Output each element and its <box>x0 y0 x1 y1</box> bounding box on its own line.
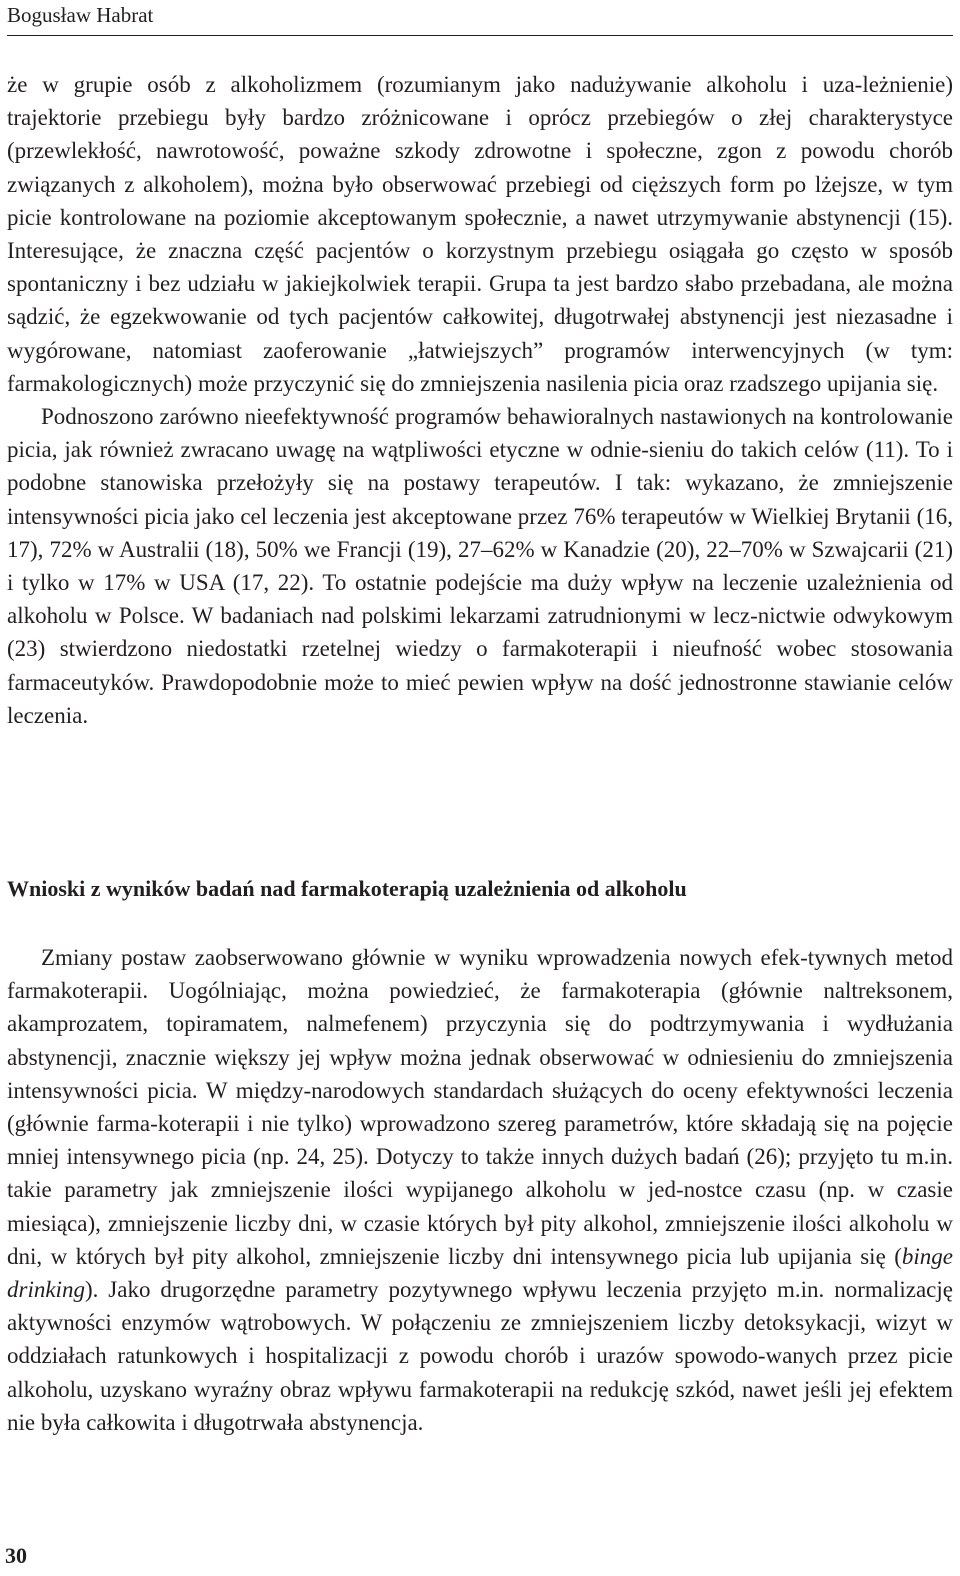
section-heading: Wnioski z wyników badań nad farmakoterapią uzależnienia od alkoholu <box>7 876 687 901</box>
text-block-top <box>7 68 953 732</box>
running-header-author: Bogusław Habrat <box>7 3 154 27</box>
italic-term: binge drinking <box>7 1243 953 1303</box>
paragraph-tail-text: ). Jako drugorzędne parametry pozytywnego wpływu leczenia przyjęto m.in. normalizację aktywności enzymów wątrobowych. W połączeniu ze zmniejszeniem liczby detoksykacji, wizyt w oddziałach ratunkowych i hospitalizacji z powodu chorób i urazów spowodo-wanych przez picie alkoholu, uzyskano wyraźny obraz wpływu farmakoterapii na redukcję szkód, nawet jeśli jej efektem nie była całkowita i długotrwała abstynencja. <box>7 1277 953 1435</box>
paragraph-lead-text: Zmiany postaw zaobserwowano głównie w wyniku wprowadzenia nowych efek-tywnych metod farmakoterapii. Uogólniając, można powiedzieć, że farmakoterapia (głównie naltreksonem, akamprozatem, topiramatem, nalmefenem) przyczynia się do podtrzymywania i wydłużania abstynencji, znacznie większy jej wpływ można jednak obserwować w odniesieniu do zmniejszenia intensywności picia. W między-narodowych standardach służących do oceny efektywności leczenia (głównie farma-koterapii i nie tylko) wprowadzono szereg parametrów, które składają się na pojęcie mniej intensywnego picia (np. 24, 25). Dotyczy to także innych dużych badań (26); przyjęto tu m.in. takie parametry jak zmniejszenie ilości wypijanego alkoholu w jed-nostce czasu (np. w czasie miesiąca), zmniejszenie liczby dni, w czasie których był pity alkohol, zmniejszenie ilości alkoholu w dni, w których był pity alkohol, zmniejszenie liczby dni intensywnego picia lub upijania się ( <box>7 945 953 1269</box>
page-number: 30 <box>5 1543 27 1568</box>
paragraph-continuation: że w grupie osób z alkoholizmem (rozumianym jako nadużywanie alkoholu i uza-leżnienie) trajektorie przebiegu były bardzo zróżnicowane i oprócz przebiegów o złej charakterystyce (przewlekłość, nawrotowość, poważne szkody zdrowotne i społeczne, zgon z powodu chorób związanych z alkoholem), można było obserwować przebiegi od cięższych form po lżejsze, w tym picie kontrolowane na poziomie akceptowanym społecznie, a nawet utrzymywanie abstynencji (15). Interesujące, że znaczna część pacjentów o korzystnym przebiegu osiągała go często w sposób spontaniczny i bez udziału w jakiejkolwiek terapii. Grupa ta jest bardzo słabo przebadana, ale można sądzić, że egzekwowanie od tych pacjentów całkowitej, długotrwałej abstynencji jest niezasadne i wygórowane, natomiast zaoferowanie „łatwiejszych” programów interwencyjnych (w tym: farmakologicznych) może przyczynić się do zmniejszenia nasilenia picia oraz rzadszego upijania się. <box>7 72 953 396</box>
paragraph-conclusions <box>7 941 953 1439</box>
paragraph-attitudes: Podnoszono zarówno nieefektywność programów behawioralnych nastawionych na kontrolowanie picia, jak również zwracano uwagę na wątpliwości etyczne w odnie-sieniu do takich celów (11). To i podobne stanowiska przełożyły się na postawy terapeutów. I tak: wykazano, że zmniejszenie intensywności picia jako cel leczenia jest akceptowane przez 76% terapeutów w Wielkiej Brytanii (16, 17), 72% w Australii (18), 50% we Francji (19), 27–62% w Kanadzie (20), 22–70% w Szwajcarii (21) i tylko w 17% w USA (17, 22). To ostatnie podejście ma duży wpływ na leczenie uzależnienia od alkoholu w Polsce. W badaniach nad polskimi lekarzami zatrudnionymi w lecz-nictwie odwykowym (23) stwierdzono niedostatki rzetelnej wiedzy o farmakoterapii i nieufność wobec stosowania farmaceutyków. Prawdopodobnie może to mieć pewien wpływ na dość jednostronne stawianie celów leczenia. <box>7 404 953 728</box>
text-block-section <box>7 941 953 1439</box>
header-rule <box>7 35 953 36</box>
